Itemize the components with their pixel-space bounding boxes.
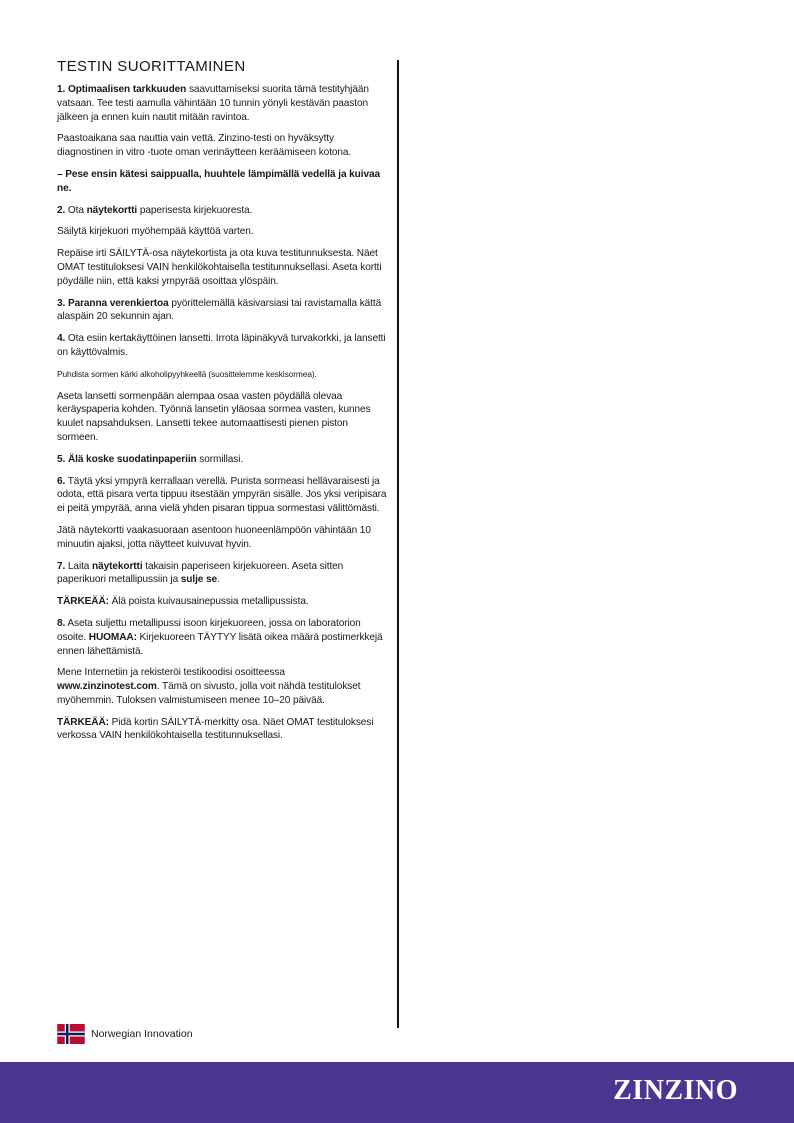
website-link[interactable]: www.zinzinotest.com	[57, 681, 157, 693]
footer-bar	[0, 1062, 794, 1123]
important-note-2: TÄRKEÄÄ: Pidä kortin SÄILYTÄ-merkitty osa. Näet OMAT testituloksesi verkossa VAIN henkilökohtaisella testitunnuksellasi.	[57, 716, 374, 742]
step-2-keep: Säilytä kirjekuori myöhempää käyttöä varten.	[57, 226, 254, 238]
step-4-lancet: Aseta lansetti sormenpään alempaa osaa vasten pöydällä olevaa keräyspaperia kohden. Työnnä lansetin yläosaa sormea vasten, kunnes kuulet napsahduksen. Lansetti tekee automaattisesti pienen piston sormeen.	[57, 390, 371, 443]
important-note-1: TÄRKEÄÄ: Älä poista kuivausainepussia metallipussista.	[57, 596, 309, 608]
step-5: 5. Älä koske suodatinpaperiin sormillasi.	[57, 453, 244, 465]
instructions-column	[57, 58, 389, 751]
step-4: 4. Ota esiin kertakäyttöinen lansetti. Irrota läpinäkyvä turvakorkki, ja lansetti on käyttövalmis.	[57, 333, 386, 358]
step-2: 2. Ota näytekortti paperisesta kirjekuoresta.	[57, 204, 253, 216]
step-3: 3. Paranna verenkiertoa pyörittelemällä käsivarsiasi tai ravistamalla kättä alaspäin 20 sekunnin ajan.	[57, 297, 382, 323]
step-8-register: Mene Internetiin ja rekisteröi testikoodisi osoitteessa www.zinzinotest.com. Tämä on sivusto, jolla voit nähdä testitulokset myöhemmin. Tuloksen valmistumiseen menee 10–20 päivää.	[57, 667, 361, 706]
norwegian-innovation-badge	[57, 1024, 193, 1044]
step-4-clean: Puhdista sormen kärki alkoholipyyhkeellä (suosittelemme keskisormea).	[57, 368, 317, 379]
step-1-wash: – Pese ensin kätesi saippualla, huuhtele lämpimällä vedellä ja kuivaa ne.	[57, 168, 380, 194]
step-2-tear: Repäise irti SÄILYTÄ-osa näytekortista ja ota kuva testitunnuksesta. Näet OMAT testituloksesi VAIN henkilökohtaisella testitunnuksellasi. Aseta kortti pöydälle niin, että kaksi ympyrää osoittaa ylöspäin.	[57, 248, 382, 287]
step-1-fasting: Paastoaikana saa nauttia vain vettä. Zinzino-testi on hyväksytty diagnostinen in vitro -tuote oman verinäytteen keräämiseen kotona.	[57, 133, 352, 159]
zinzino-logo: ZINZINO	[613, 1075, 738, 1106]
step-7: 7. Laita näytekortti takaisin paperiseen kirjekuoreen. Aseta sitten paperikuori metallipussiin ja sulje se.	[57, 560, 344, 586]
step-1: 1. Optimaalisen tarkkuuden saavuttamiseksi suorita tämä testityhjään vatsaan. Tee testi aamulla vähintään 10 tunnin yönyli kestävän paaston jälkeen ja ennen kuin nautit mitään ravintoa.	[57, 84, 369, 123]
column-divider	[397, 60, 399, 1028]
norway-flag-icon	[57, 1024, 85, 1044]
norwegian-innovation-label: Norwegian Innovation	[91, 1028, 193, 1040]
step-6-dry: Jätä näytekortti vaakasuoraan asentoon huoneenlämpöön vähintään 10 minuutin ajaksi, jotta näytteet kuivuvat hyvin.	[57, 524, 371, 550]
step-8: 8. Aseta suljettu metallipussi isoon kirjekuoreen, jossa on laboratorion osoite. HUOMAA: Kirjekuoreen TÄYTYY lisätä oikea määrä postimerkkejä ennen lähettämistä.	[57, 617, 383, 657]
page-title: TESTIN SUORITTAMINEN	[57, 58, 246, 75]
step-6: 6. Täytä yksi ympyrä kerrallaan verellä. Purista sormeasi hellävaraisesti ja odota, että pisara verta tippuu itsestään ympyrän sisälle. Jos yksi veripisara ei peitä ympyrää, anna vielä yhden pisaran tippua sormestasi välittömästi.	[57, 475, 387, 515]
